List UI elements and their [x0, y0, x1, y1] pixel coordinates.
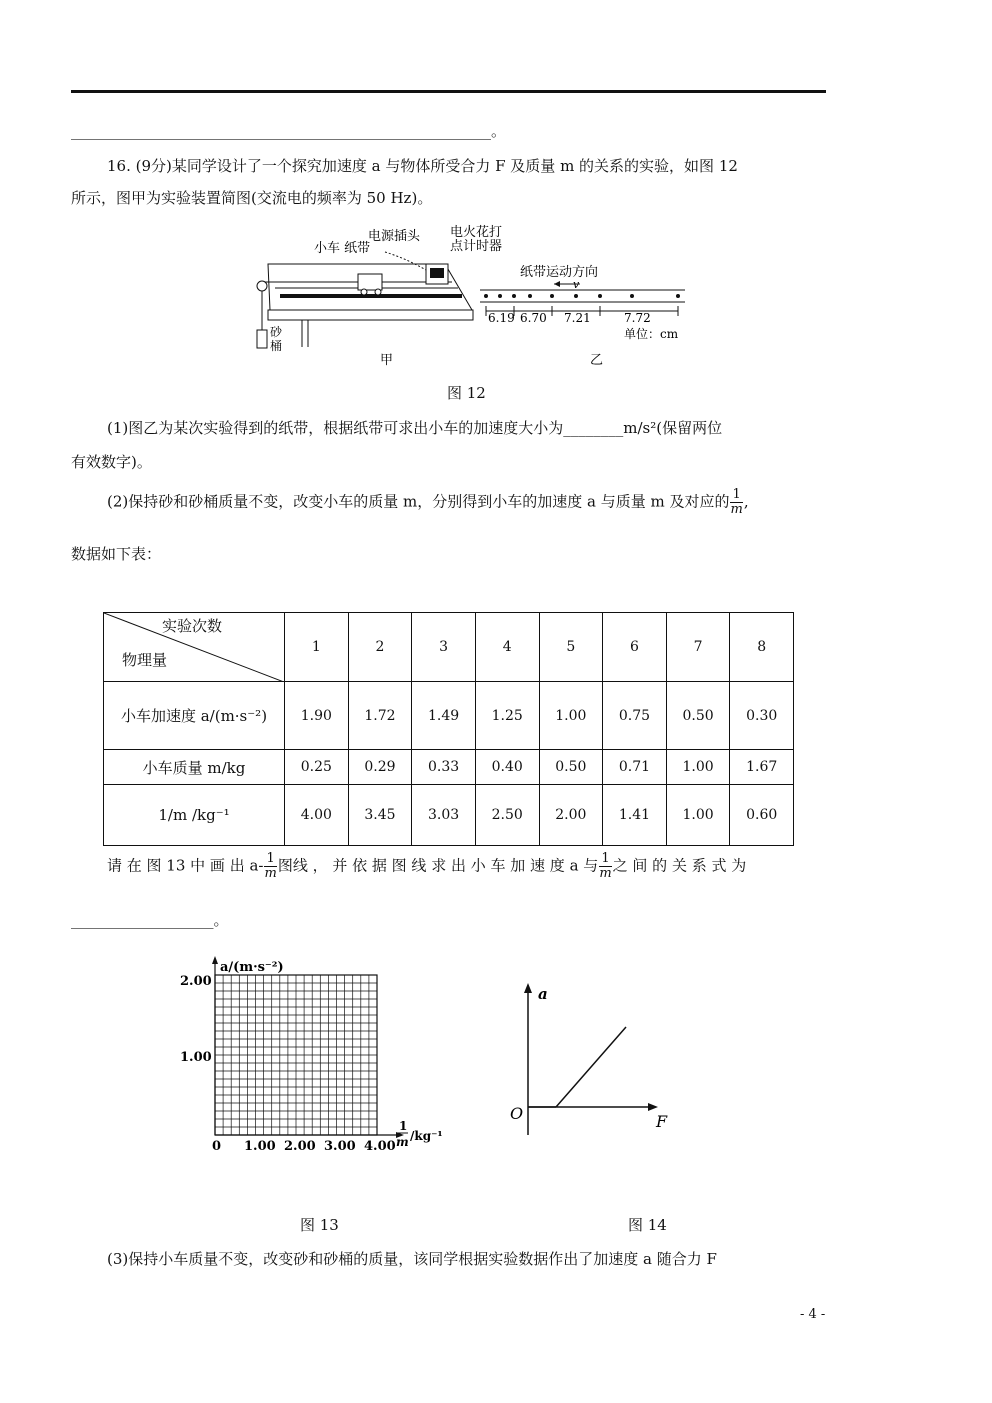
- table-cell: 0.33: [412, 750, 476, 785]
- table-cell: 0.29: [348, 750, 412, 785]
- sand-label-2: 桶: [270, 339, 283, 353]
- x-tick-4: 4.00: [364, 1139, 396, 1154]
- part2-line2: 数据如下表：: [71, 545, 162, 563]
- instr-part4: 之 间 的 关 系 式 为: [612, 856, 747, 875]
- instr-part1: 请 在 图 13 中 画 出 a-: [107, 856, 264, 875]
- a-f-slope: [556, 1027, 626, 1107]
- header-rule: [71, 90, 826, 93]
- plug-label: 电源插头: [368, 229, 421, 244]
- fraction-1-over-m-b: [264, 852, 276, 881]
- figure-13-caption: 图 13: [300, 1216, 339, 1234]
- frac-den-b: m: [264, 866, 277, 881]
- q16-line2: 所示，图甲为实验装置简图(交流电的频率为 50 Hz)。: [71, 189, 433, 207]
- header-quantity: 物理量: [122, 651, 168, 669]
- segment-4: 7.72: [624, 311, 651, 325]
- fig14-a-label: a: [538, 985, 548, 1003]
- table-row-mass: [104, 750, 794, 785]
- trial-5: 5: [539, 613, 603, 682]
- trial-1: 1: [285, 613, 349, 682]
- table-cell: 1.00: [539, 682, 603, 750]
- label-yi: 乙: [590, 353, 604, 368]
- instr-part3: a 与: [569, 856, 599, 875]
- unit-label: 单位：cm: [624, 327, 679, 341]
- table-cell: 0.71: [603, 750, 667, 785]
- table-cell: 0.25: [285, 750, 349, 785]
- trial-6: 6: [603, 613, 667, 682]
- label-jia: 甲: [380, 353, 394, 368]
- part2-text: (2)保持砂和砂桶质量不变，改变小车的质量 m，分别得到小车的加速度 a 与质量 m 及对应的: [107, 492, 730, 511]
- table-cell: 2.00: [539, 785, 603, 846]
- header-trials: 实验次数: [162, 617, 223, 635]
- fig14-f-label: F: [656, 1112, 668, 1131]
- frac-den-c: m: [599, 866, 612, 881]
- x-tick-2: 2.00: [284, 1139, 316, 1154]
- figure-12: [240, 222, 700, 372]
- part2-comma: ,: [743, 492, 749, 511]
- frac-num-c: 1: [599, 852, 611, 867]
- table-cell: 1.67: [730, 750, 794, 785]
- tape-dots: [484, 294, 680, 298]
- trial-3: 3: [412, 613, 476, 682]
- y-axis-label: a/(m·s⁻²): [220, 960, 284, 975]
- table-cell: 1.25: [475, 682, 539, 750]
- table-row-acceleration: [104, 682, 794, 750]
- table-row-inverse-mass: [104, 785, 794, 846]
- table-cell: 1.90: [285, 682, 349, 750]
- table-cell: 3.03: [412, 785, 476, 846]
- table-header-corner: [104, 613, 285, 682]
- part1-line2: 有效数字)。: [71, 453, 152, 471]
- trial-8: 8: [730, 613, 794, 682]
- table-cell: 0.75: [603, 682, 667, 750]
- table-cell: 0.60: [730, 785, 794, 846]
- grid-lines: [215, 975, 377, 1135]
- table-cell: 1.00: [666, 785, 730, 846]
- segment-2: 6.70: [520, 311, 547, 325]
- instruction-line: [107, 852, 746, 881]
- x-tick-0: 0: [212, 1139, 222, 1154]
- row-label-inverse-mass: 1/m /kg⁻¹: [104, 785, 285, 846]
- trial-7: 7: [666, 613, 730, 682]
- figure-14-caption: 图 14: [628, 1216, 667, 1234]
- figure-12-caption: 图 12: [447, 384, 486, 402]
- table-cell: 0.50: [666, 682, 730, 750]
- frac-num: 1: [730, 488, 742, 503]
- direction-label: 纸带运动方向: [520, 265, 599, 280]
- part1-line1: (1)图乙为某次实验得到的纸带，根据纸带可求出小车的加速度大小为________m/s²(保留两位: [107, 419, 723, 437]
- frac-den: m: [730, 502, 743, 517]
- x-unit: /kg⁻¹: [410, 1129, 443, 1143]
- x-tick-3: 3.00: [324, 1139, 356, 1154]
- table-cell: 1.49: [412, 682, 476, 750]
- sand-bucket: [257, 330, 267, 348]
- row-label-acceleration: 小车加速度 a/(m·s⁻²): [104, 682, 285, 750]
- row-label-mass: 小车质量 m/kg: [104, 750, 285, 785]
- x-tick-1: 1.00: [244, 1139, 276, 1154]
- y-tick-1: 1.00: [180, 1050, 212, 1065]
- data-table: [103, 612, 794, 846]
- table-cell: 1.00: [666, 750, 730, 785]
- figure-14: [500, 975, 680, 1140]
- q16-line1: 16. (9分)某同学设计了一个探究加速度 a 与物体所受合力 F 及质量 m 的关系的实验，如图 12: [107, 157, 738, 175]
- instr-part2: 图线 ， 并 依 据 图 线 求 出 小 车 加 速 度: [277, 856, 565, 875]
- answer-blank-line: ________________________________________________________。: [71, 122, 507, 140]
- table-cell: 0.30: [730, 682, 794, 750]
- track-board: [268, 310, 473, 320]
- instruction-blank: ___________________。: [71, 911, 229, 929]
- fraction-1-over-m-c: [599, 852, 611, 881]
- velocity-label: v: [573, 278, 580, 291]
- car-tape-label: 小车 纸带: [314, 241, 371, 256]
- x-label-den: m: [396, 1135, 409, 1149]
- frac-num-b: 1: [264, 852, 276, 867]
- sand-label-1: 砂: [270, 325, 283, 339]
- segment-3: 7.21: [564, 311, 591, 325]
- timer-label-1: 电火花打: [450, 225, 503, 240]
- table-cell: 4.00: [285, 785, 349, 846]
- table-cell: 1.72: [348, 682, 412, 750]
- page-number: - 4 -: [800, 1307, 826, 1322]
- table-cell: 1.41: [603, 785, 667, 846]
- cart: [358, 274, 382, 290]
- table-cell: 0.40: [475, 750, 539, 785]
- figure-13-grid: [170, 950, 460, 1160]
- y-tick-2: 2.00: [180, 974, 212, 989]
- timer-label-2: 点计时器: [450, 239, 503, 254]
- table-cell: 3.45: [348, 785, 412, 846]
- fraction-1-over-m: [730, 488, 742, 517]
- trial-4: 4: [475, 613, 539, 682]
- x-label-num: 1: [399, 1119, 408, 1133]
- table-cell: 0.50: [539, 750, 603, 785]
- part3-line1: (3)保持小车质量不变，改变砂和砂桶的质量，该同学根据实验数据作出了加速度 a 随合力 F: [107, 1250, 717, 1268]
- table-cell: 2.50: [475, 785, 539, 846]
- trial-2: 2: [348, 613, 412, 682]
- segment-1: 6.19: [488, 311, 515, 325]
- part2-line1: [107, 488, 749, 517]
- fig14-o-label: O: [510, 1104, 524, 1123]
